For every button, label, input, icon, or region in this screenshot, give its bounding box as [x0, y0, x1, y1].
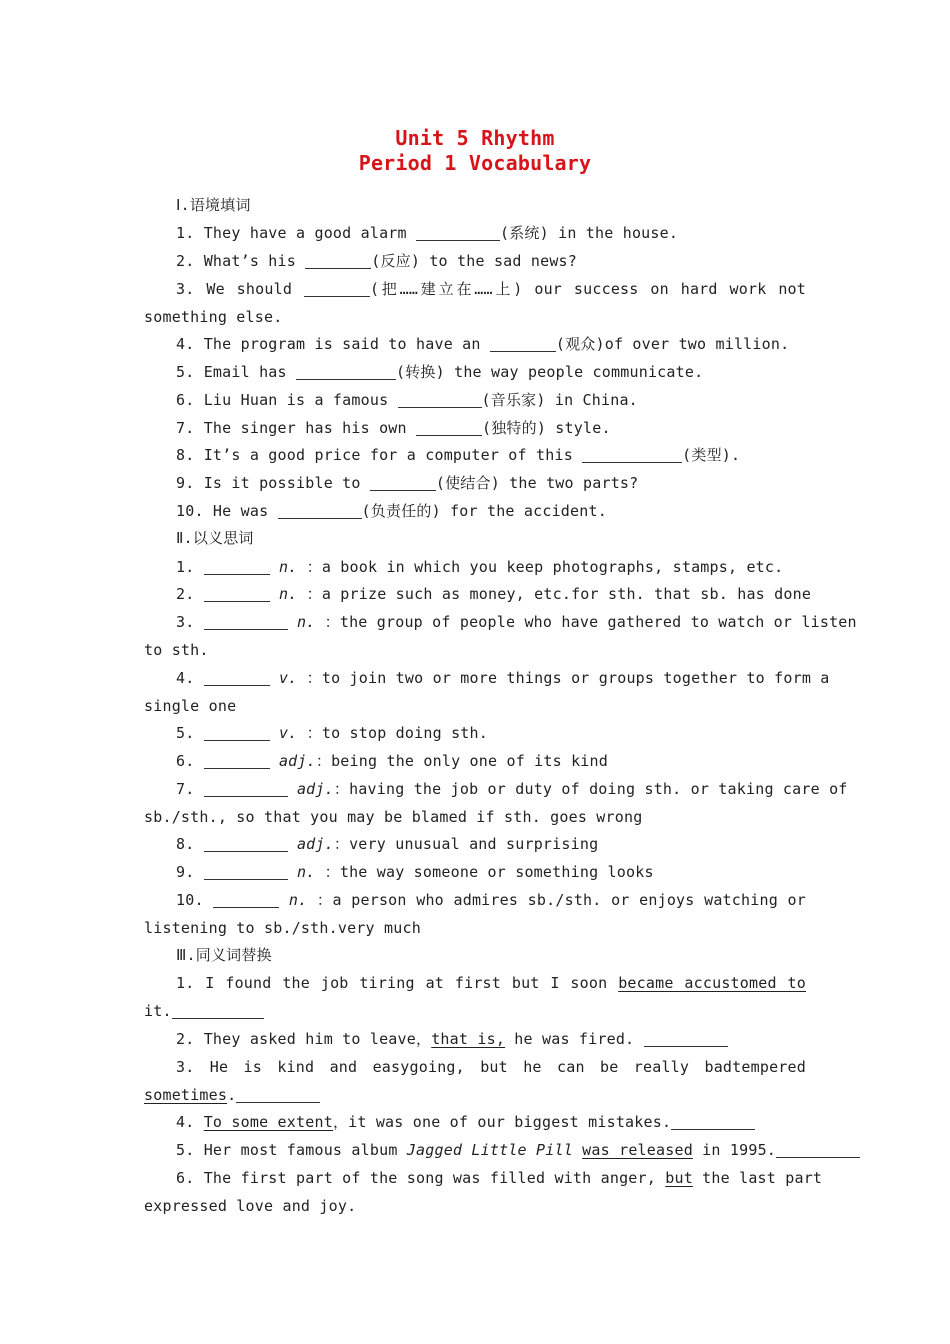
s2-item-5: 5. v. ：to stop doing sth. — [176, 724, 488, 742]
s2-item-6: 6. adj.：being the only one of its kind — [176, 752, 608, 770]
period-title: Period 1 Vocabulary — [358, 151, 592, 175]
answer-blank[interactable] — [776, 1142, 860, 1158]
answer-blank[interactable] — [644, 1031, 728, 1047]
s1-item-10: 10. He was (负责任的) for the accident. — [176, 502, 607, 520]
s2-item-1: 1. n. ：a book in which you keep photographs, stamps, etc. — [176, 558, 784, 576]
s2-item-7-cont: sb./sth., so that you may be blamed if sth. goes wrong — [144, 808, 643, 826]
s3-item-3: 3. He is kind and easygoing, but he can be really badtempered — [176, 1058, 806, 1076]
answer-blank[interactable] — [416, 420, 482, 436]
s2-item-2: 2. n. ：a prize such as money, etc.for sth. that sb. has done — [176, 585, 812, 603]
answer-blank[interactable] — [204, 586, 270, 602]
answer-blank[interactable] — [204, 864, 288, 880]
s1-item-9: 9. Is it possible to (使结合) the two parts? — [176, 474, 639, 492]
underlined-phrase: To some extent — [203, 1113, 333, 1131]
s2-item-4: 4. v. ：to join two or more things or groups together to form a — [176, 669, 830, 687]
answer-blank[interactable] — [671, 1114, 755, 1130]
s2-item-7: 7. adj.：having the job or duty of doing sth. or taking care of — [176, 780, 848, 798]
s3-item-5: 5. Her most famous album Jagged Little Pill was released in 1995. — [176, 1140, 860, 1160]
s1-item-5: 5. Email has (转换) the way people communicate. — [176, 363, 704, 381]
s1-item-1: 1. They have a good alarm (系统) in the house. — [176, 224, 679, 242]
unit-title: Unit 5 Rhythm — [395, 126, 555, 150]
answer-blank[interactable] — [305, 253, 371, 269]
answer-blank[interactable] — [278, 503, 362, 519]
s3-item-4: 4. To some extent，it was one of our biggest mistakes. — [176, 1112, 755, 1132]
answer-blank[interactable] — [490, 336, 556, 352]
s3-item-6-cont: expressed love and joy. — [144, 1197, 357, 1215]
s1-item-6: 6. Liu Huan is a famous (音乐家) in China. — [176, 391, 638, 409]
answer-blank[interactable] — [204, 559, 270, 575]
answer-blank[interactable] — [304, 281, 370, 297]
answer-blank[interactable] — [204, 670, 270, 686]
section-heading-1: Ⅰ.语境填词 — [176, 196, 251, 214]
s1-item-7: 7. The singer has his own (独特的) style. — [176, 419, 611, 437]
s2-item-3-cont: to sth. — [144, 641, 209, 659]
underlined-phrase: sometimes — [144, 1086, 228, 1104]
s2-item-3: 3. n. ：the group of people who have gathered to watch or listen — [176, 613, 857, 631]
answer-blank[interactable] — [582, 447, 682, 463]
s3-item-6: 6. The first part of the song was filled with anger, but the last part — [176, 1169, 823, 1187]
s3-item-1: 1. I found the job tiring at first but I soon became accustomed to — [176, 974, 806, 992]
s3-item-2: 2. They asked him to leave，that is, he was fired. — [176, 1029, 728, 1049]
answer-blank[interactable] — [172, 1003, 264, 1019]
underlined-phrase: that is, — [431, 1030, 506, 1048]
s1-item-3-cont: something else. — [144, 308, 283, 326]
s3-item-3-cont: sometimes. — [144, 1085, 320, 1105]
underlined-phrase: was released — [582, 1141, 693, 1159]
s2-item-10-cont: listening to sb./sth.very much — [144, 919, 421, 937]
answer-blank[interactable] — [398, 392, 482, 408]
s1-item-4: 4. The program is said to have an (观众)of over two million. — [176, 335, 790, 353]
s1-item-2: 2. What’s his (反应) to the sad news? — [176, 252, 578, 270]
s2-item-4-cont: single one — [144, 697, 237, 715]
section-heading-2: Ⅱ.以义思词 — [176, 529, 254, 547]
answer-blank[interactable] — [236, 1087, 320, 1103]
underlined-phrase: became accustomed to — [618, 974, 806, 992]
answer-blank[interactable] — [204, 781, 288, 797]
answer-blank[interactable] — [416, 225, 500, 241]
answer-blank[interactable] — [204, 836, 288, 852]
s1-item-3: 3. We should (把……建立在……上) our success on hard work not — [176, 280, 807, 298]
answer-blank[interactable] — [370, 475, 436, 491]
answer-blank[interactable] — [204, 725, 270, 741]
s2-item-9: 9. n. ：the way someone or something looks — [176, 863, 654, 881]
answer-blank[interactable] — [296, 364, 396, 380]
answer-blank[interactable] — [213, 892, 279, 908]
album-title: Jagged Little Pill — [406, 1141, 573, 1159]
answer-blank[interactable] — [204, 614, 288, 630]
answer-blank[interactable] — [204, 753, 270, 769]
underlined-phrase: but — [665, 1169, 693, 1187]
s1-item-8: 8. It’s a good price for a computer of this (类型). — [176, 446, 741, 464]
s3-item-1-cont: it. — [144, 1001, 264, 1021]
s2-item-8: 8. adj.：very unusual and surprising — [176, 835, 599, 853]
section-heading-3: Ⅲ.同义词替换 — [176, 946, 272, 964]
s2-item-10: 10. n. ：a person who admires sb./sth. or enjoys watching or — [176, 891, 806, 909]
